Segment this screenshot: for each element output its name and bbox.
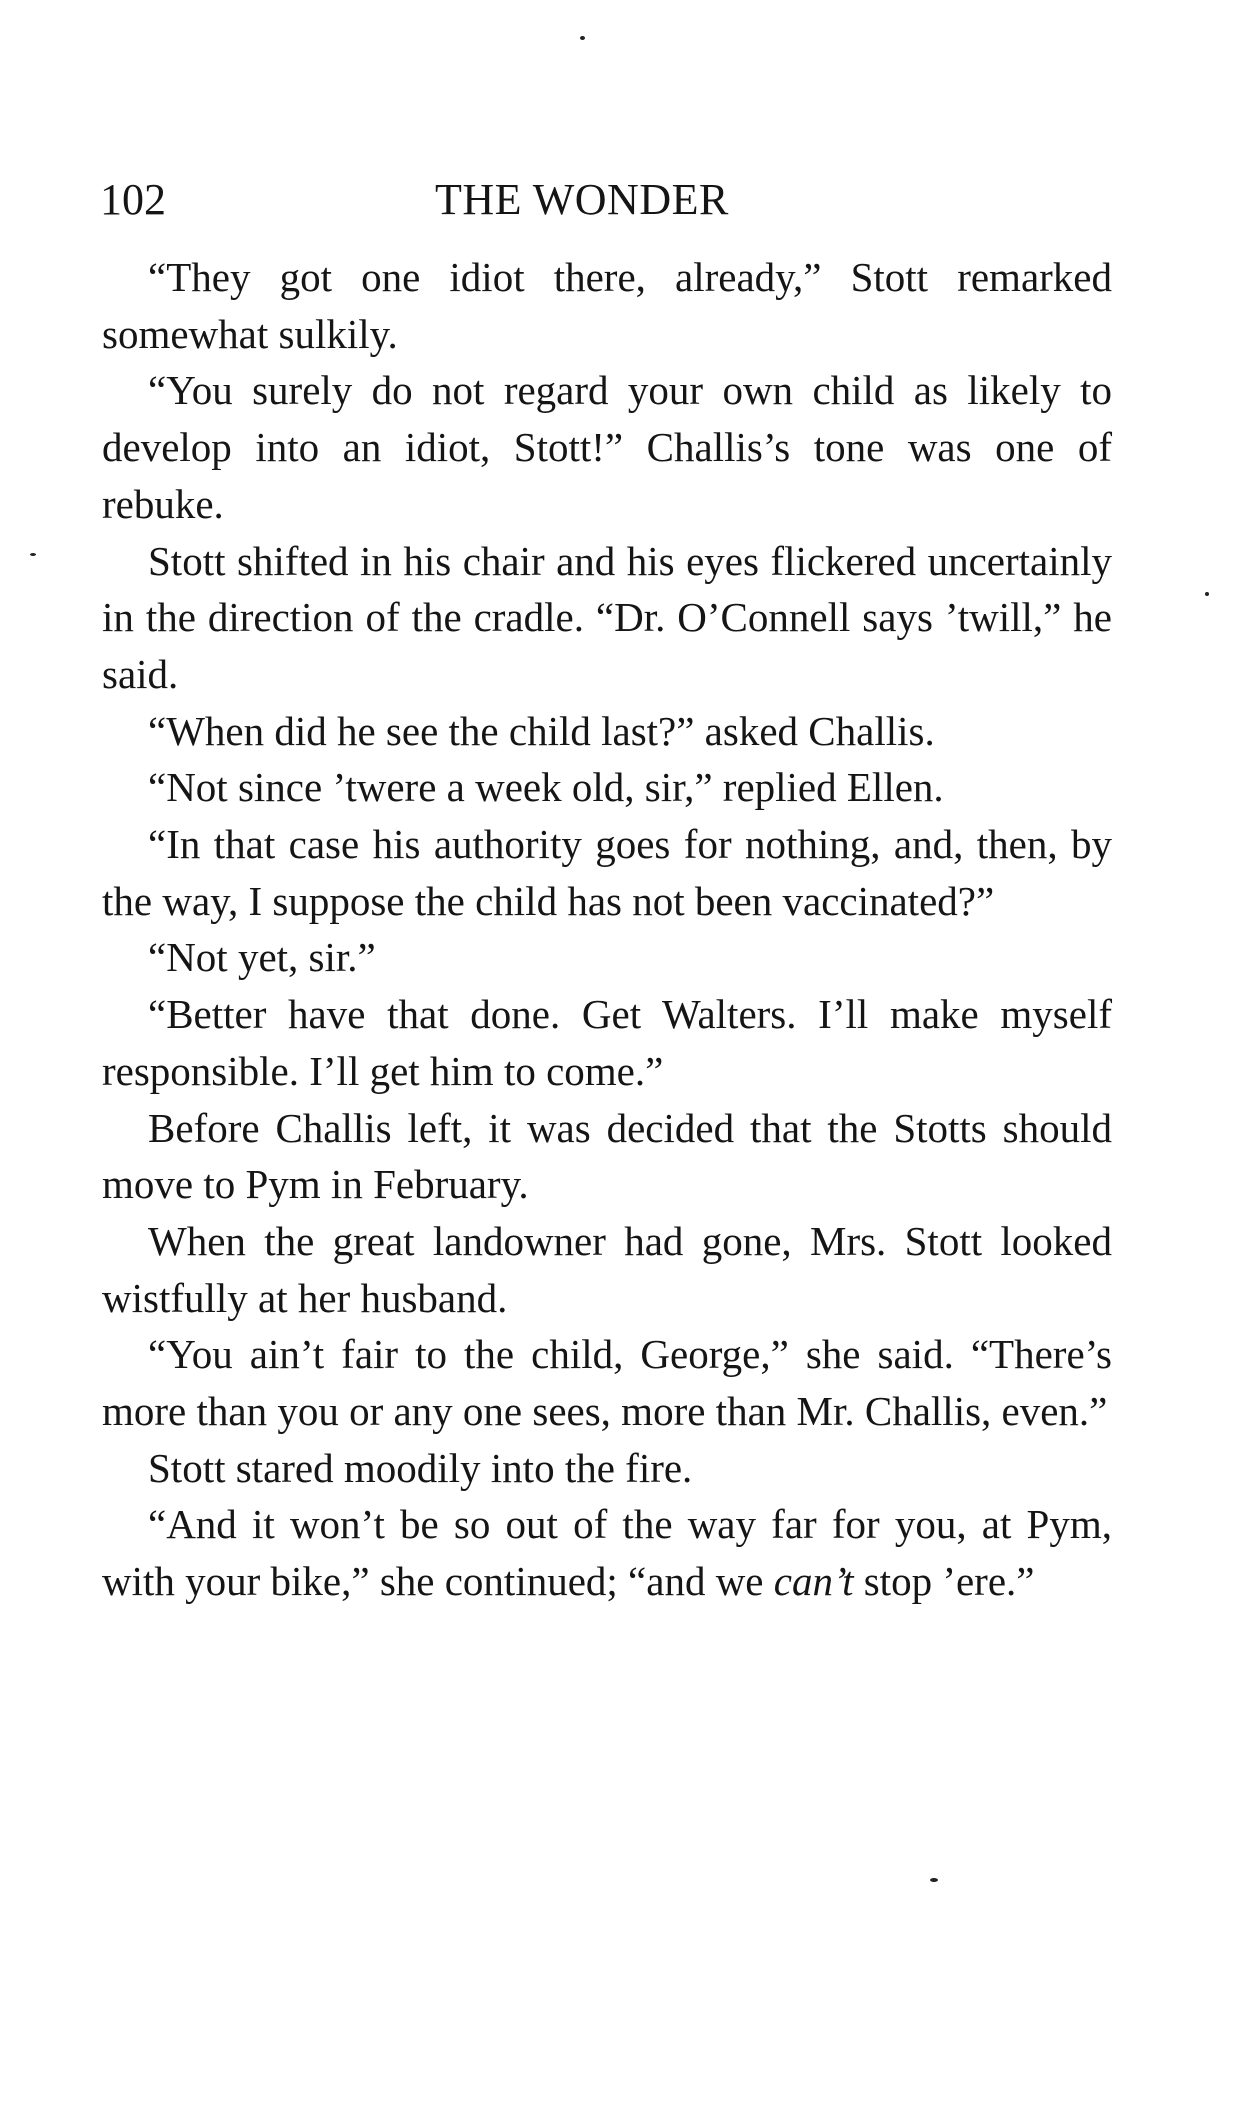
body-text <box>102 249 1112 1610</box>
paragraph-text: stop ’ere.” <box>853 1558 1035 1605</box>
paragraph: “Better have that done. Get Walters. I’ll make myself responsible. I’ll get him to come.” <box>102 991 1112 1094</box>
ink-speck <box>930 1878 938 1882</box>
paragraph: Stott stared moodily into the fire. <box>148 1444 693 1491</box>
ink-speck <box>580 36 585 40</box>
paragraph: “Not yet, sir.” <box>148 934 376 981</box>
italic-emphasis: can’t <box>773 1558 854 1605</box>
paragraph: “They got one idiot there, already,” Stott remarked somewhat sulkily. <box>102 254 1112 357</box>
ink-speck <box>1205 592 1209 596</box>
running-header <box>100 170 1115 230</box>
paragraph: Stott shifted in his chair and his eyes flickered uncertainly in the direction of the cradle. “Dr. O’Connell says ’twill,” he said. <box>102 537 1112 697</box>
paragraph: Before Challis left, it was decided that the Stotts should move to Pym in February. <box>102 1104 1112 1208</box>
paragraph: “In that case his authority goes for nothing, and, then, by the way, I suppose the child has not been vaccinated?” <box>102 821 1112 924</box>
paragraph: “When did he see the child last?” asked Challis. <box>148 707 935 754</box>
paragraph: “You ain’t fair to the child, George,” she said. “There’s more than you or any one sees, more than Mr. Challis, even.” <box>102 1331 1112 1435</box>
ink-speck <box>30 553 36 556</box>
paragraph: “You surely do not regard your own child as likely to develop into an idiot, Stott!” Challis’s tone was one of rebuke. <box>102 367 1112 527</box>
running-title: THE WONDER <box>435 175 729 224</box>
paragraph: “Not since ’twere a week old, sir,” replied Ellen. <box>148 764 944 811</box>
paragraph <box>102 1496 1112 1609</box>
paragraph: When the great landowner had gone, Mrs. Stott looked wistfully at her husband. <box>102 1217 1112 1321</box>
paragraph-text: “And it won’t be so out of the way far for you, at Pym, with your bike,” she continued; “and we <box>102 1501 1112 1605</box>
page-number: 102 <box>100 175 166 224</box>
